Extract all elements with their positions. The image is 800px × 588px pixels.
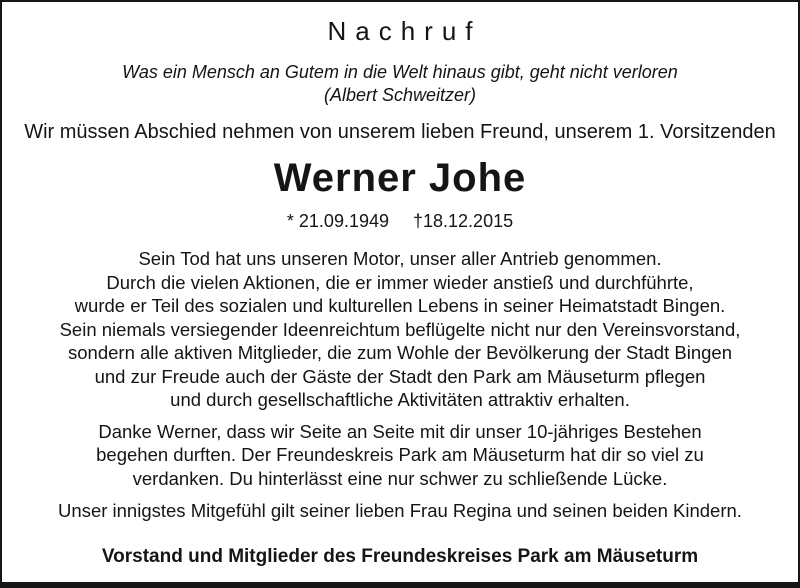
- paragraph-tribute: [2, 247, 798, 412]
- death-cross-symbol: †: [413, 211, 424, 231]
- text-line: und zur Freude auch der Gäste der Stadt den Park am Mäuseturm pflegen: [94, 365, 706, 387]
- death-date: [413, 211, 513, 231]
- quote-text: Was ein Mensch an Gutem in die Welt hinaus gibt, geht nicht verloren: [122, 62, 678, 82]
- birth-star-symbol: *: [286, 211, 294, 231]
- deceased-name: Werner Johe: [273, 156, 527, 200]
- text-line: Sein niemals versiegender Ideenreichtum beflügelte nicht nur den Vereinsvorstand,: [59, 318, 741, 340]
- paragraph-thanks: [2, 420, 798, 491]
- text-line: sondern alle aktiven Mitglieder, die zum Wohle der Bevölkerung der Stadt Bingen: [68, 342, 732, 363]
- intro-line: Wir müssen Abschied nehmen von unserem lieben Freund, unserem 1. Vorsitzenden: [24, 121, 776, 143]
- text-line: Danke Werner, dass wir Seite an Seite mit dir unser 10-jähriges Bestehen: [98, 420, 702, 442]
- text-line: und durch gesellschaftliche Aktivitäten attraktiv erhalten.: [170, 389, 630, 410]
- birth-date-text: 21.09.1949: [298, 211, 389, 231]
- text-line: verdanken. Du hinterlässt eine nur schwer zu schließende Lücke.: [132, 467, 668, 489]
- quote-attribution: (Albert Schweitzer): [323, 85, 477, 105]
- text-line: Durch die vielen Aktionen, die er immer wieder anstieß und durchführte,: [106, 271, 694, 293]
- text-line: Unser innigstes Mitgefühl gilt seiner lieben Frau Regina und seinen beiden Kindern.: [58, 500, 742, 521]
- death-date-text: 18.12.2015: [423, 211, 514, 231]
- text-line: wurde er Teil des sozialen und kulturellen Lebens in seiner Heimatstadt Bingen.: [74, 295, 726, 316]
- quote-block: [2, 61, 798, 107]
- text-line: begehen durften. Der Freundeskreis Park am Mäuseturm hat dir so viel zu: [96, 444, 704, 465]
- signature-line: Vorstand und Mitglieder des Freundeskreises Park am Mäuseturm: [101, 545, 699, 567]
- text-line: Sein Tod hat uns unseren Motor, unser aller Antrieb genommen.: [138, 248, 662, 269]
- notice-title: Nachruf: [327, 16, 482, 46]
- paragraph-condolence: [2, 499, 798, 523]
- life-dates: [2, 210, 798, 232]
- birth-date: [287, 211, 389, 231]
